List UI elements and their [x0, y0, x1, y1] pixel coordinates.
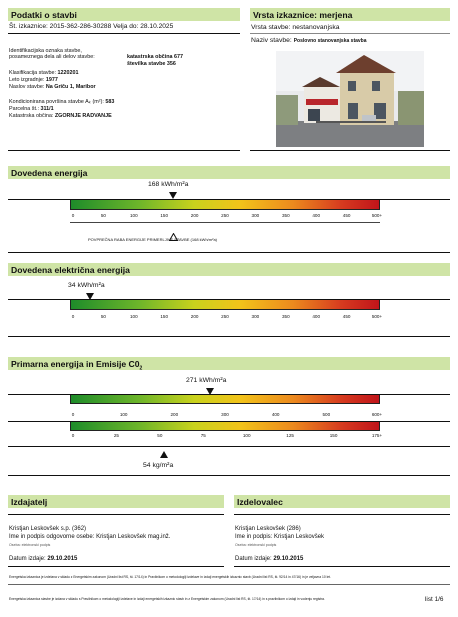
page-number: list 1/6	[425, 596, 444, 603]
co2-scale-bar	[70, 421, 380, 431]
divider	[8, 514, 224, 515]
divider	[8, 252, 450, 253]
divider	[8, 33, 240, 34]
co2-tick-label: 50	[157, 433, 163, 438]
electric-energy-tick-label: 100	[129, 314, 138, 319]
electric-energy-scale-bar	[70, 299, 380, 310]
address-row: Naslov stavbe: Na Griču 1, Maribor	[9, 84, 96, 90]
supplied-energy-ticks	[70, 213, 383, 219]
co2-tick-label: 75	[200, 433, 206, 438]
electric-energy-tick-label: 150	[160, 314, 169, 319]
electric-energy-tick-label: 200	[190, 314, 199, 319]
primary-energy-tick-label: 0	[71, 412, 75, 417]
average-consumption-label: POVPREČNA RABA ENERGIJE PRIMERLJIVE STAVBE (168 kWh/m²a)	[88, 237, 217, 242]
issuer-date-row: Datum izdaje: 29.10.2015	[9, 556, 78, 562]
primary-energy-scale-bar	[70, 394, 380, 404]
primary-energy-ticks	[70, 412, 383, 418]
card-type-header: Vrsta izkaznice: merjena	[250, 8, 450, 21]
maker-signature-row: Ime in podpis: Kristjan Leskovšek	[235, 534, 325, 540]
issuer-header: Izdajatelj	[8, 495, 224, 508]
supplied-energy-tick-label: 150	[160, 213, 169, 218]
supplied-energy-tick-label: 200	[190, 213, 199, 218]
divider	[8, 475, 450, 476]
divider	[70, 222, 380, 223]
divider	[8, 421, 450, 422]
supplied-energy-marker	[169, 192, 177, 199]
ident-value: katastrska občina 677	[127, 54, 184, 60]
supplied-energy-tick-label: 500+	[371, 213, 383, 218]
supplied-energy-tick-label: 250	[221, 213, 229, 218]
area-row: Kondicionirana površina stavbe Aₖ (m²): 583	[9, 99, 115, 105]
divider	[234, 566, 450, 567]
divider	[8, 199, 450, 200]
supplied-energy-tick-label: 400	[312, 213, 321, 218]
supplied-energy-scale-bar	[70, 199, 380, 210]
ident-label: Identifikacijska oznaka stavbe,	[9, 48, 82, 54]
footer-note-2: Energetska izkaznica stavbe je izdana v skladu s Pravilnikom o metodologiji izdelave in izdaji energetskih izkaznic stavb in z Energetskim zakonom (Uradni list RS, št. 17/14) in s pravilnikom o izdaji in vodenju registra.	[9, 597, 325, 601]
maker-person: Kristjan Leskovšek (286)	[235, 526, 301, 532]
electric-energy-tick-label: 350	[281, 314, 290, 319]
building-section-header: Podatki o stavbi	[8, 8, 240, 21]
co2-tick-label: 150	[329, 433, 338, 438]
supplied-energy-tick-label: 100	[129, 213, 138, 218]
maker-signature-note: Oseba: elektronski podpis	[235, 543, 277, 547]
co2-tick-label: 125	[286, 433, 294, 438]
electric-energy-tick-label: 50	[100, 314, 106, 319]
co2-tick-label: 175+	[371, 433, 383, 438]
electric-energy-tick-label: 250	[221, 314, 229, 319]
co2-tick-label: 100	[242, 433, 251, 438]
supplied-energy-tick-label: 350	[281, 213, 290, 218]
average-marker-icon	[169, 228, 178, 236]
classification-row: Klasifikacija stavbe: 1220201	[9, 70, 79, 76]
electric-energy-tick-label: 400	[312, 314, 321, 319]
co2-tick-label: 25	[113, 433, 119, 438]
electric-energy-tick-label: 0	[71, 314, 75, 319]
supplied-energy-header: Dovedena energija	[8, 166, 450, 179]
primary-energy-header: Primarna energija in Emisije $C0_2$	[8, 357, 450, 370]
supplied-energy-tick-label: 300	[251, 213, 260, 218]
maker-date-row: Datum izdaje: 29.10.2015	[235, 556, 304, 562]
building-name-row: Naziv stavbe: Poslovno stanovanjska stavba	[251, 37, 367, 44]
building-type-row: Vrsta stavbe: nestanovanjska	[251, 24, 340, 31]
co2-marker	[160, 451, 168, 458]
primary-energy-tick-label: 600+	[371, 412, 383, 417]
divider	[8, 394, 450, 395]
divider	[8, 150, 240, 151]
divider	[8, 299, 450, 300]
primary-energy-value: 271 kWh/m²a	[186, 377, 227, 384]
primary-energy-tick-label: 500	[322, 412, 331, 417]
ident-value-2: številka stavbe 356	[127, 61, 176, 67]
year-row: Leto izgradnje: 1977	[9, 77, 58, 83]
maker-header: Izdelovalec	[234, 495, 450, 508]
ident-label-2: posameznega dela ali delov stavbe:	[9, 54, 95, 60]
divider	[8, 584, 450, 585]
issuer-company: Kristjan Leskovšek s.p. (362)	[9, 526, 87, 532]
primary-energy-tick-label: 400	[271, 412, 280, 417]
electric-energy-tick-label: 500+	[371, 314, 383, 319]
electric-energy-header: Dovedena električna energija	[8, 263, 450, 276]
co2-value: 54 kg/m²a	[143, 462, 174, 469]
electric-energy-ticks	[70, 314, 383, 320]
footer-note-1: Energetska izkaznica je izdelana v skladu z Energetskim zakonom (Uradni list RS, št. 17/14) in Pravilnikom o metodologiji izdelave in izdaji energetskih izkaznic stavb (Uradni list RS, št. 92/14 in 47/16) in je veljavna 10 let.	[9, 575, 331, 579]
issuer-responsible-row: Ime in podpis odgovorne osebe: Kristjan Leskovšek mag.inž.	[9, 534, 171, 540]
electric-energy-value: 34 kWh/m²a	[68, 282, 105, 289]
divider	[250, 33, 450, 34]
divider	[250, 150, 450, 151]
issuer-signature-note: Oseba: elektronski podpis	[9, 543, 51, 547]
primary-energy-tick-label: 300	[221, 412, 229, 417]
supplied-energy-tick-label: 0	[71, 213, 75, 218]
divider	[8, 336, 450, 337]
parcel-row: Parcelna št.: 311/1	[9, 106, 54, 112]
cadastre-row: Katastrska občina: ZGORNJE RADVANJE	[9, 113, 112, 119]
co2-ticks	[70, 433, 383, 439]
divider	[8, 446, 450, 447]
supplied-energy-tick-label: 50	[100, 213, 106, 218]
electric-energy-tick-label: 300	[251, 314, 260, 319]
building-photo	[276, 51, 424, 147]
supplied-energy-value: 168 kWh/m²a	[148, 181, 189, 188]
primary-energy-tick-label: 100	[119, 412, 128, 417]
card-id-line: Št. izkaznice: 2015-362-286-30288 Velja do: 28.10.2025	[9, 23, 174, 30]
divider	[234, 514, 450, 515]
divider	[8, 566, 224, 567]
primary-energy-tick-label: 200	[170, 412, 179, 417]
electric-energy-tick-label: 450	[342, 314, 351, 319]
supplied-energy-tick-label: 450	[342, 213, 351, 218]
co2-tick-label: 0	[71, 433, 75, 438]
